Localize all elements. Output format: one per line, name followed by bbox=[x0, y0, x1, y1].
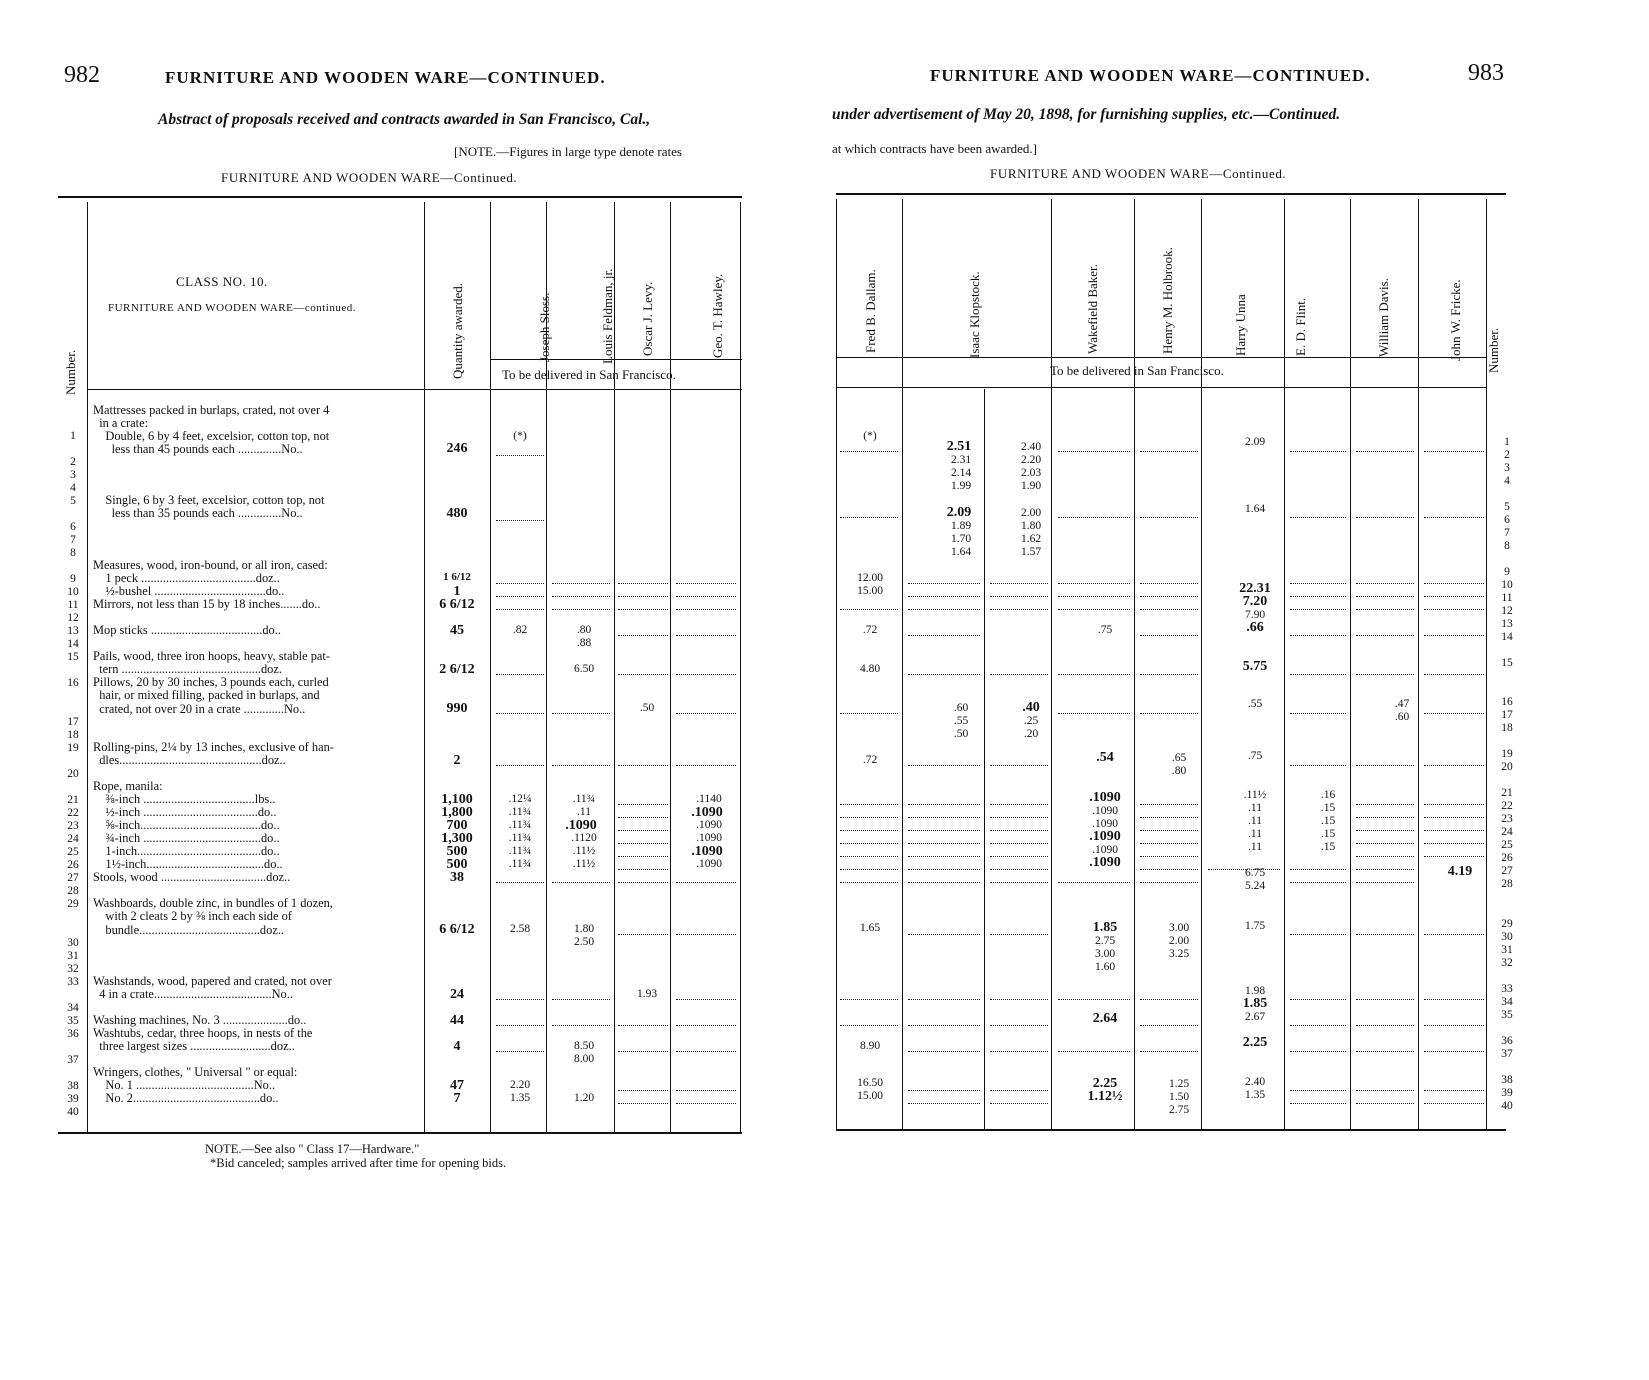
unna-cell: 1.85 bbox=[1242, 996, 1268, 1011]
qty-cell: 6 6/12 bbox=[439, 922, 475, 937]
sloss-cell: (*) bbox=[513, 430, 527, 442]
bidder-william-davis: William Davis. bbox=[1376, 278, 1391, 357]
item-rope: Rope, manila: bbox=[93, 779, 163, 793]
row-number: 26 bbox=[1501, 852, 1513, 864]
qty-cell: 38 bbox=[450, 870, 464, 885]
row-number: 33 bbox=[67, 976, 79, 988]
row-number: 38 bbox=[67, 1080, 79, 1092]
row-number: 8 bbox=[70, 547, 76, 559]
sloss-cell: .11¾ bbox=[508, 806, 532, 818]
klopstock-alt-cell: 2.20 bbox=[1020, 454, 1042, 466]
bidder-fred-dallam: Fred B. Dallam. bbox=[863, 269, 878, 353]
sloss-cell: .11¾ bbox=[508, 845, 532, 857]
row-number: 24 bbox=[1501, 826, 1513, 838]
row-number: 7 bbox=[70, 534, 76, 546]
unna-cell: 2.40 bbox=[1244, 1076, 1266, 1088]
qty-cell: 47 bbox=[450, 1078, 464, 1093]
left-note-line: [NOTE.—Figures in large type denote rates bbox=[454, 144, 682, 159]
qty-cell: 500 bbox=[446, 844, 468, 859]
baker-cell: 2.25 bbox=[1092, 1076, 1118, 1091]
baker-cell: .1090 bbox=[1092, 805, 1118, 817]
baker-cell: 1.60 bbox=[1094, 961, 1116, 973]
bidder-geo-hawley: Geo. T. Hawley. bbox=[710, 273, 725, 358]
item-pails: Pails, wood, three iron hoops, heavy, stable pat- tern .............................................doz. bbox=[93, 649, 330, 677]
unna-cell: .55 bbox=[1247, 698, 1263, 710]
unna-cell: .11 bbox=[1248, 828, 1262, 840]
bidder-joseph-sloss: Joseph Sloss. bbox=[537, 292, 552, 362]
fricke-cell: 4.19 bbox=[1447, 864, 1473, 879]
row-number: 17 bbox=[67, 716, 79, 728]
dallam-cell: 1.65 bbox=[859, 922, 881, 934]
feldman-cell: 2.50 bbox=[573, 936, 595, 948]
dallam-cell: 15.00 bbox=[857, 1090, 883, 1102]
row-number: 1 bbox=[1504, 436, 1510, 448]
row-number: 37 bbox=[1501, 1048, 1513, 1060]
qty-cell: 1 6/12 bbox=[443, 571, 471, 583]
item-measure-peck: 1 peck .....................................doz.. bbox=[93, 571, 280, 585]
unna-cell: .75 bbox=[1247, 750, 1263, 762]
dallam-cell: (*) bbox=[863, 430, 877, 442]
qty-cell: 1,100 bbox=[441, 792, 473, 807]
row-number: 5 bbox=[1504, 501, 1510, 513]
row-number: 15 bbox=[67, 651, 79, 663]
bidder-henry-holbrook: Henry M. Holbrook. bbox=[1160, 247, 1175, 354]
unna-cell: 2.09 bbox=[1244, 436, 1266, 448]
qty-cell: 990 bbox=[446, 701, 468, 716]
bidder-wakefield-baker: Wakefield Baker. bbox=[1085, 264, 1100, 354]
baker-cell: 1.85 bbox=[1092, 920, 1118, 935]
row-number: 37 bbox=[67, 1054, 79, 1066]
row-number: 29 bbox=[67, 898, 79, 910]
sloss-cell: 2.20 bbox=[509, 1079, 531, 1091]
row-number: 15 bbox=[1501, 657, 1513, 669]
hawley-cell: .1090 bbox=[696, 819, 722, 831]
sloss-cell: .82 bbox=[512, 624, 528, 636]
qty-cell: 1,300 bbox=[441, 831, 473, 846]
hawley-cell: .1090 bbox=[696, 832, 722, 844]
dallam-cell: .72 bbox=[862, 754, 878, 766]
item-pillows: Pillows, 20 by 30 inches, 3 pounds each, curled hair, or mixed filling, packed in burlaps, and crated, not over 20 in a crate .............No.. bbox=[93, 675, 329, 716]
row-number: 3 bbox=[1504, 462, 1510, 474]
klopstock-alt-cell: 2.00 bbox=[1020, 507, 1042, 519]
row-number: 20 bbox=[1501, 761, 1513, 773]
klopstock-cell: 1.70 bbox=[950, 533, 972, 545]
unna-cell: 1.64 bbox=[1244, 503, 1266, 515]
qty-cell: 45 bbox=[450, 623, 464, 638]
right-table bbox=[836, 193, 1506, 1133]
sloss-cell: .11¾ bbox=[508, 832, 532, 844]
unna-cell: 1.75 bbox=[1244, 920, 1266, 932]
row-number: 28 bbox=[1501, 878, 1513, 890]
feldman-cell: 6.50 bbox=[573, 663, 595, 675]
sloss-cell: .12¼ bbox=[508, 793, 532, 805]
feldman-cell: .11¾ bbox=[572, 793, 596, 805]
klopstock-cell: .60 bbox=[953, 702, 969, 714]
sloss-cell: 2.58 bbox=[509, 923, 531, 935]
row-number: 32 bbox=[67, 963, 79, 975]
left-delivered: To be delivered in San Francisco. bbox=[502, 367, 676, 382]
feldman-cell: .11½ bbox=[572, 858, 596, 870]
unna-cell: .66 bbox=[1246, 620, 1264, 635]
unna-cell: .11 bbox=[1248, 815, 1262, 827]
holbrook-cell: 1.50 bbox=[1168, 1091, 1190, 1103]
davis-cell: .60 bbox=[1394, 711, 1410, 723]
item-mattress-double: Double, 6 by 4 feet, excelsior, cotton top, not less than 45 pounds each ..............No.. bbox=[105, 429, 330, 457]
qty-cell: 700 bbox=[446, 818, 468, 833]
feldman-cell: .88 bbox=[576, 637, 592, 649]
row-number: 17 bbox=[1501, 709, 1513, 721]
klopstock-cell: 2.51 bbox=[946, 439, 972, 454]
dallam-cell: 15.00 bbox=[857, 585, 883, 597]
item-washtubs: Washtubs, cedar, three hoops, in nests of the three largest sizes ..........................doz.. bbox=[93, 1026, 313, 1054]
left-col-quantity: Quantity awarded. bbox=[450, 282, 465, 379]
holbrook-cell: 3.00 bbox=[1168, 922, 1190, 934]
qty-cell: 246 bbox=[446, 441, 468, 456]
item-stools: Stools, wood ..................................doz.. bbox=[93, 870, 291, 884]
footnote-see-also: NOTE.—See also " Class 17—Hardware." bbox=[205, 1142, 420, 1156]
davis-cell: .47 bbox=[1394, 698, 1410, 710]
row-number: 22 bbox=[1501, 800, 1513, 812]
left-class-sub: FURNITURE AND WOODEN WARE—continued. bbox=[108, 302, 356, 314]
row-number: 25 bbox=[67, 846, 79, 858]
baker-cell: .1090 bbox=[1092, 844, 1118, 856]
row-number: 22 bbox=[67, 807, 79, 819]
item-washboards: Washboards, double zinc, in bundles of 1 dozen, with 2 cleats 2 by ⅜ inch each side of bundle.......................................doz.. bbox=[93, 896, 333, 937]
klopstock-alt-cell: 2.40 bbox=[1020, 441, 1042, 453]
unna-cell: 1.35 bbox=[1244, 1089, 1266, 1101]
unna-cell: 2.25 bbox=[1242, 1035, 1268, 1050]
klopstock-cell: 1.99 bbox=[950, 480, 972, 492]
flint-cell: .15 bbox=[1320, 802, 1336, 814]
row-number: 1 bbox=[70, 430, 76, 442]
left-title: Abstract of proposals received and contracts awarded in San Francisco, Cal., bbox=[158, 111, 651, 128]
row-number: 11 bbox=[1501, 592, 1513, 604]
row-number: 16 bbox=[67, 677, 79, 689]
item-measures: Measures, wood, iron-bound, or all iron, cased: bbox=[93, 558, 328, 572]
row-number: 23 bbox=[67, 820, 79, 832]
row-number: 21 bbox=[1501, 787, 1513, 799]
feldman-cell: .11 bbox=[577, 806, 591, 818]
row-number: 40 bbox=[1501, 1100, 1513, 1112]
unna-cell: 6.75 bbox=[1244, 867, 1266, 879]
row-number: 13 bbox=[67, 625, 79, 637]
holbrook-cell: 2.00 bbox=[1168, 935, 1190, 947]
row-number: 27 bbox=[67, 872, 79, 884]
qty-cell: 24 bbox=[450, 987, 464, 1002]
item-mirrors: Mirrors, not less than 15 by 18 inches.......do.. bbox=[93, 597, 321, 611]
unna-cell: 5.24 bbox=[1244, 880, 1266, 892]
hawley-cell: .1090 bbox=[691, 805, 723, 820]
qty-cell: 44 bbox=[450, 1013, 464, 1028]
baker-cell: .1090 bbox=[1092, 818, 1118, 830]
klopstock-cell: 2.31 bbox=[950, 454, 972, 466]
qty-cell: 2 6/12 bbox=[439, 662, 475, 677]
left-class-title: CLASS NO. 10. bbox=[176, 274, 268, 289]
unna-cell: .11½ bbox=[1243, 789, 1267, 801]
klopstock-alt-cell: 1.57 bbox=[1020, 546, 1042, 558]
row-number: 34 bbox=[1501, 996, 1513, 1008]
row-number: 2 bbox=[70, 456, 76, 468]
unna-cell: 22.31 bbox=[1239, 581, 1271, 596]
right-col-number: Number. bbox=[1486, 327, 1501, 373]
row-number: 27 bbox=[1501, 865, 1513, 877]
item-mattresses: Mattresses packed in burlaps, crated, not over 4 in a crate: bbox=[93, 403, 330, 431]
klopstock-cell: 2.09 bbox=[946, 505, 972, 520]
item-rolling-pins: Rolling-pins, 2¼ by 13 inches, exclusive of han- dles..............................................doz.. bbox=[93, 740, 334, 768]
holbrook-cell: 1.25 bbox=[1168, 1078, 1190, 1090]
row-number: 10 bbox=[67, 586, 79, 598]
right-page-number: 983 bbox=[1468, 60, 1504, 86]
klopstock-alt-cell: 1.62 bbox=[1020, 533, 1042, 545]
sloss-cell: .11¾ bbox=[508, 858, 532, 870]
row-number: 34 bbox=[67, 1002, 79, 1014]
holbrook-cell: 3.25 bbox=[1168, 948, 1190, 960]
holbrook-cell: .65 bbox=[1171, 752, 1187, 764]
baker-cell: .1090 bbox=[1089, 829, 1121, 844]
hawley-cell: .1140 bbox=[696, 793, 722, 805]
levy-cell: 1.93 bbox=[636, 988, 658, 1000]
row-number: 5 bbox=[70, 495, 76, 507]
item-mop-sticks: Mop sticks ....................................do.. bbox=[93, 623, 281, 637]
row-number: 40 bbox=[67, 1106, 79, 1118]
unna-cell: .11 bbox=[1248, 802, 1262, 814]
qty-cell: 1 bbox=[453, 584, 461, 599]
dallam-cell: 8.90 bbox=[859, 1040, 881, 1052]
baker-cell: 1.12½ bbox=[1087, 1089, 1123, 1104]
row-number: 39 bbox=[1501, 1087, 1513, 1099]
row-number: 6 bbox=[70, 521, 76, 533]
flint-cell: .15 bbox=[1320, 828, 1336, 840]
baker-cell: 2.75 bbox=[1094, 935, 1116, 947]
bidder-harry-unna: Harry Unna bbox=[1233, 294, 1248, 356]
klopstock-cell: 1.64 bbox=[950, 546, 972, 558]
row-number: 14 bbox=[67, 638, 79, 650]
klopstock-alt-cell: .25 bbox=[1023, 715, 1039, 727]
klopstock-alt-cell: 1.80 bbox=[1020, 520, 1042, 532]
row-number: 24 bbox=[67, 833, 79, 845]
baker-cell: .54 bbox=[1096, 750, 1114, 765]
klopstock-alt-cell: .40 bbox=[1022, 700, 1040, 715]
row-number: 36 bbox=[67, 1028, 79, 1040]
flint-cell: .16 bbox=[1320, 789, 1336, 801]
baker-cell: .1090 bbox=[1089, 790, 1121, 805]
qty-cell: 6 6/12 bbox=[439, 597, 475, 612]
row-number: 35 bbox=[1501, 1009, 1513, 1021]
row-number: 8 bbox=[1504, 540, 1510, 552]
bidder-ed-flint: E. D. Flint. bbox=[1293, 297, 1308, 356]
feldman-cell: 8.00 bbox=[573, 1053, 595, 1065]
item-washing-machines: Washing machines, No. 3 .....................do.. bbox=[93, 1013, 307, 1027]
unna-cell: 5.75 bbox=[1242, 659, 1268, 674]
holbrook-cell: .80 bbox=[1171, 765, 1187, 777]
right-delivered: To be delivered in San Francisco. bbox=[1050, 363, 1224, 378]
item-rope-3-4: ¾-inch ......................................do.. bbox=[93, 831, 280, 845]
row-number: 4 bbox=[1504, 475, 1510, 487]
row-number: 26 bbox=[67, 859, 79, 871]
qty-cell: 500 bbox=[446, 857, 468, 872]
left-section-title: FURNITURE AND WOODEN WARE—Continued. bbox=[221, 170, 518, 185]
right-title: under advertisement of May 20, 1898, for furnishing supplies, etc.—Continued. bbox=[832, 106, 1341, 123]
klopstock-cell: .50 bbox=[953, 728, 969, 740]
row-number: 25 bbox=[1501, 839, 1513, 851]
flint-cell: .15 bbox=[1320, 841, 1336, 853]
qty-cell: 4 bbox=[453, 1039, 461, 1054]
item-washstands: Washstands, wood, papered and crated, not over 4 in a crate......................................No.. bbox=[93, 974, 332, 1002]
levy-cell: .50 bbox=[639, 702, 655, 714]
unna-cell: 7.90 bbox=[1244, 609, 1266, 621]
row-number: 18 bbox=[67, 729, 79, 741]
item-wringer-2: No. 2.........................................do.. bbox=[93, 1091, 279, 1105]
item-mattress-single: Single, 6 by 3 feet, excelsior, cotton top, not less than 35 pounds each ..............No.. bbox=[105, 493, 325, 521]
row-number: 16 bbox=[1501, 696, 1513, 708]
row-number: 31 bbox=[1501, 944, 1513, 956]
row-number: 9 bbox=[70, 573, 76, 585]
item-rope-3-8: ⅜-inch ....................................lbs.. bbox=[93, 792, 276, 806]
item-rope-1-2: ½-inch .....................................do.. bbox=[93, 805, 277, 819]
flint-cell: .15 bbox=[1320, 815, 1336, 827]
row-number: 18 bbox=[1501, 722, 1513, 734]
footnote-bid-canceled: *Bid canceled; samples arrived after time for opening bids. bbox=[210, 1156, 507, 1170]
row-number: 13 bbox=[1501, 618, 1513, 630]
bidder-oscar-levy: Oscar J. Levy. bbox=[640, 281, 655, 356]
item-rope-1-1-2: 1½-inch......................................do.. bbox=[93, 857, 283, 871]
sloss-cell: .11¾ bbox=[508, 819, 532, 831]
row-number: 30 bbox=[1501, 931, 1513, 943]
feldman-cell: .80 bbox=[576, 624, 592, 636]
dallam-cell: .72 bbox=[862, 624, 878, 636]
row-number: 12 bbox=[67, 612, 79, 624]
klopstock-cell: 2.14 bbox=[950, 467, 972, 479]
row-number: 10 bbox=[1501, 579, 1513, 591]
row-number: 11 bbox=[67, 599, 79, 611]
hawley-cell: .1090 bbox=[696, 858, 722, 870]
item-wringers: Wringers, clothes, " Universal " or equal: bbox=[93, 1065, 298, 1079]
row-number: 3 bbox=[70, 469, 76, 481]
klopstock-cell: .55 bbox=[953, 715, 969, 727]
row-number: 2 bbox=[1504, 449, 1510, 461]
row-number: 36 bbox=[1501, 1035, 1513, 1047]
item-wringer-1: No. 1 ......................................No.. bbox=[93, 1078, 276, 1092]
left-col-number: Number. bbox=[63, 349, 78, 395]
row-number: 29 bbox=[1501, 918, 1513, 930]
row-number: 33 bbox=[1501, 983, 1513, 995]
right-section-title: FURNITURE AND WOODEN WARE—Continued. bbox=[990, 166, 1287, 181]
klopstock-alt-cell: 1.90 bbox=[1020, 480, 1042, 492]
left-running-head: FURNITURE AND WOODEN WARE—CONTINUED. bbox=[165, 68, 606, 87]
right-running-head: FURNITURE AND WOODEN WARE—CONTINUED. bbox=[930, 66, 1371, 85]
qty-cell: 480 bbox=[446, 506, 468, 521]
unna-cell: 2.67 bbox=[1244, 1011, 1266, 1023]
unna-cell: .11 bbox=[1248, 841, 1262, 853]
row-number: 20 bbox=[67, 768, 79, 780]
dallam-cell: 12.00 bbox=[857, 572, 883, 584]
row-number: 19 bbox=[1501, 748, 1513, 760]
baker-cell: .75 bbox=[1097, 624, 1113, 636]
row-number: 32 bbox=[1501, 957, 1513, 969]
unna-cell: 1.98 bbox=[1244, 985, 1266, 997]
klopstock-alt-cell: .20 bbox=[1023, 728, 1039, 740]
klopstock-cell: 1.89 bbox=[950, 520, 972, 532]
sloss-cell: 1.35 bbox=[509, 1092, 531, 1104]
dallam-cell: 4.80 bbox=[859, 663, 881, 675]
item-rope-1: 1-inch........................................do.. bbox=[93, 844, 280, 858]
feldman-cell: .1120 bbox=[571, 832, 597, 844]
baker-cell: .1090 bbox=[1089, 855, 1121, 870]
bidder-louis-feldman: Louis Feldman, jr. bbox=[600, 268, 615, 364]
qty-cell: 1,800 bbox=[441, 805, 473, 820]
row-number: 35 bbox=[67, 1015, 79, 1027]
item-rope-5-8: ⅝-inch.......................................do.. bbox=[93, 818, 280, 832]
feldman-cell: .1090 bbox=[565, 818, 597, 833]
row-number: 14 bbox=[1501, 631, 1513, 643]
row-number: 23 bbox=[1501, 813, 1513, 825]
feldman-cell: 8.50 bbox=[573, 1040, 595, 1052]
item-measure-half-bushel: ½-bushel ....................................do.. bbox=[93, 584, 285, 598]
bidder-john-fricke: John W. Fricke. bbox=[1448, 279, 1463, 361]
qty-cell: 2 bbox=[453, 753, 461, 768]
row-number: 7 bbox=[1504, 527, 1510, 539]
right-note-line: at which contracts have been awarded.] bbox=[832, 141, 1038, 156]
feldman-cell: .11½ bbox=[572, 845, 596, 857]
left-page-number: 982 bbox=[64, 62, 100, 88]
bidder-isaac-klopstock: Isaac Klopstock. bbox=[967, 271, 982, 358]
unna-cell: 7.20 bbox=[1242, 594, 1268, 609]
row-number: 28 bbox=[67, 885, 79, 897]
row-number: 4 bbox=[70, 482, 76, 494]
row-number: 9 bbox=[1504, 566, 1510, 578]
feldman-cell: 1.80 bbox=[573, 923, 595, 935]
feldman-cell: 1.20 bbox=[573, 1092, 595, 1104]
holbrook-cell: 2.75 bbox=[1168, 1104, 1190, 1116]
hawley-cell: .1090 bbox=[691, 844, 723, 859]
row-number: 19 bbox=[67, 742, 79, 754]
baker-cell: 2.64 bbox=[1092, 1011, 1118, 1026]
row-number: 38 bbox=[1501, 1074, 1513, 1086]
row-number: 6 bbox=[1504, 514, 1510, 526]
dallam-cell: 16.50 bbox=[857, 1077, 883, 1089]
row-number: 39 bbox=[67, 1093, 79, 1105]
baker-cell: 3.00 bbox=[1094, 948, 1116, 960]
row-number: 30 bbox=[67, 937, 79, 949]
row-number: 31 bbox=[67, 950, 79, 962]
row-number: 12 bbox=[1501, 605, 1513, 617]
row-number: 21 bbox=[67, 794, 79, 806]
qty-cell: 7 bbox=[453, 1091, 461, 1106]
klopstock-alt-cell: 2.03 bbox=[1020, 467, 1042, 479]
